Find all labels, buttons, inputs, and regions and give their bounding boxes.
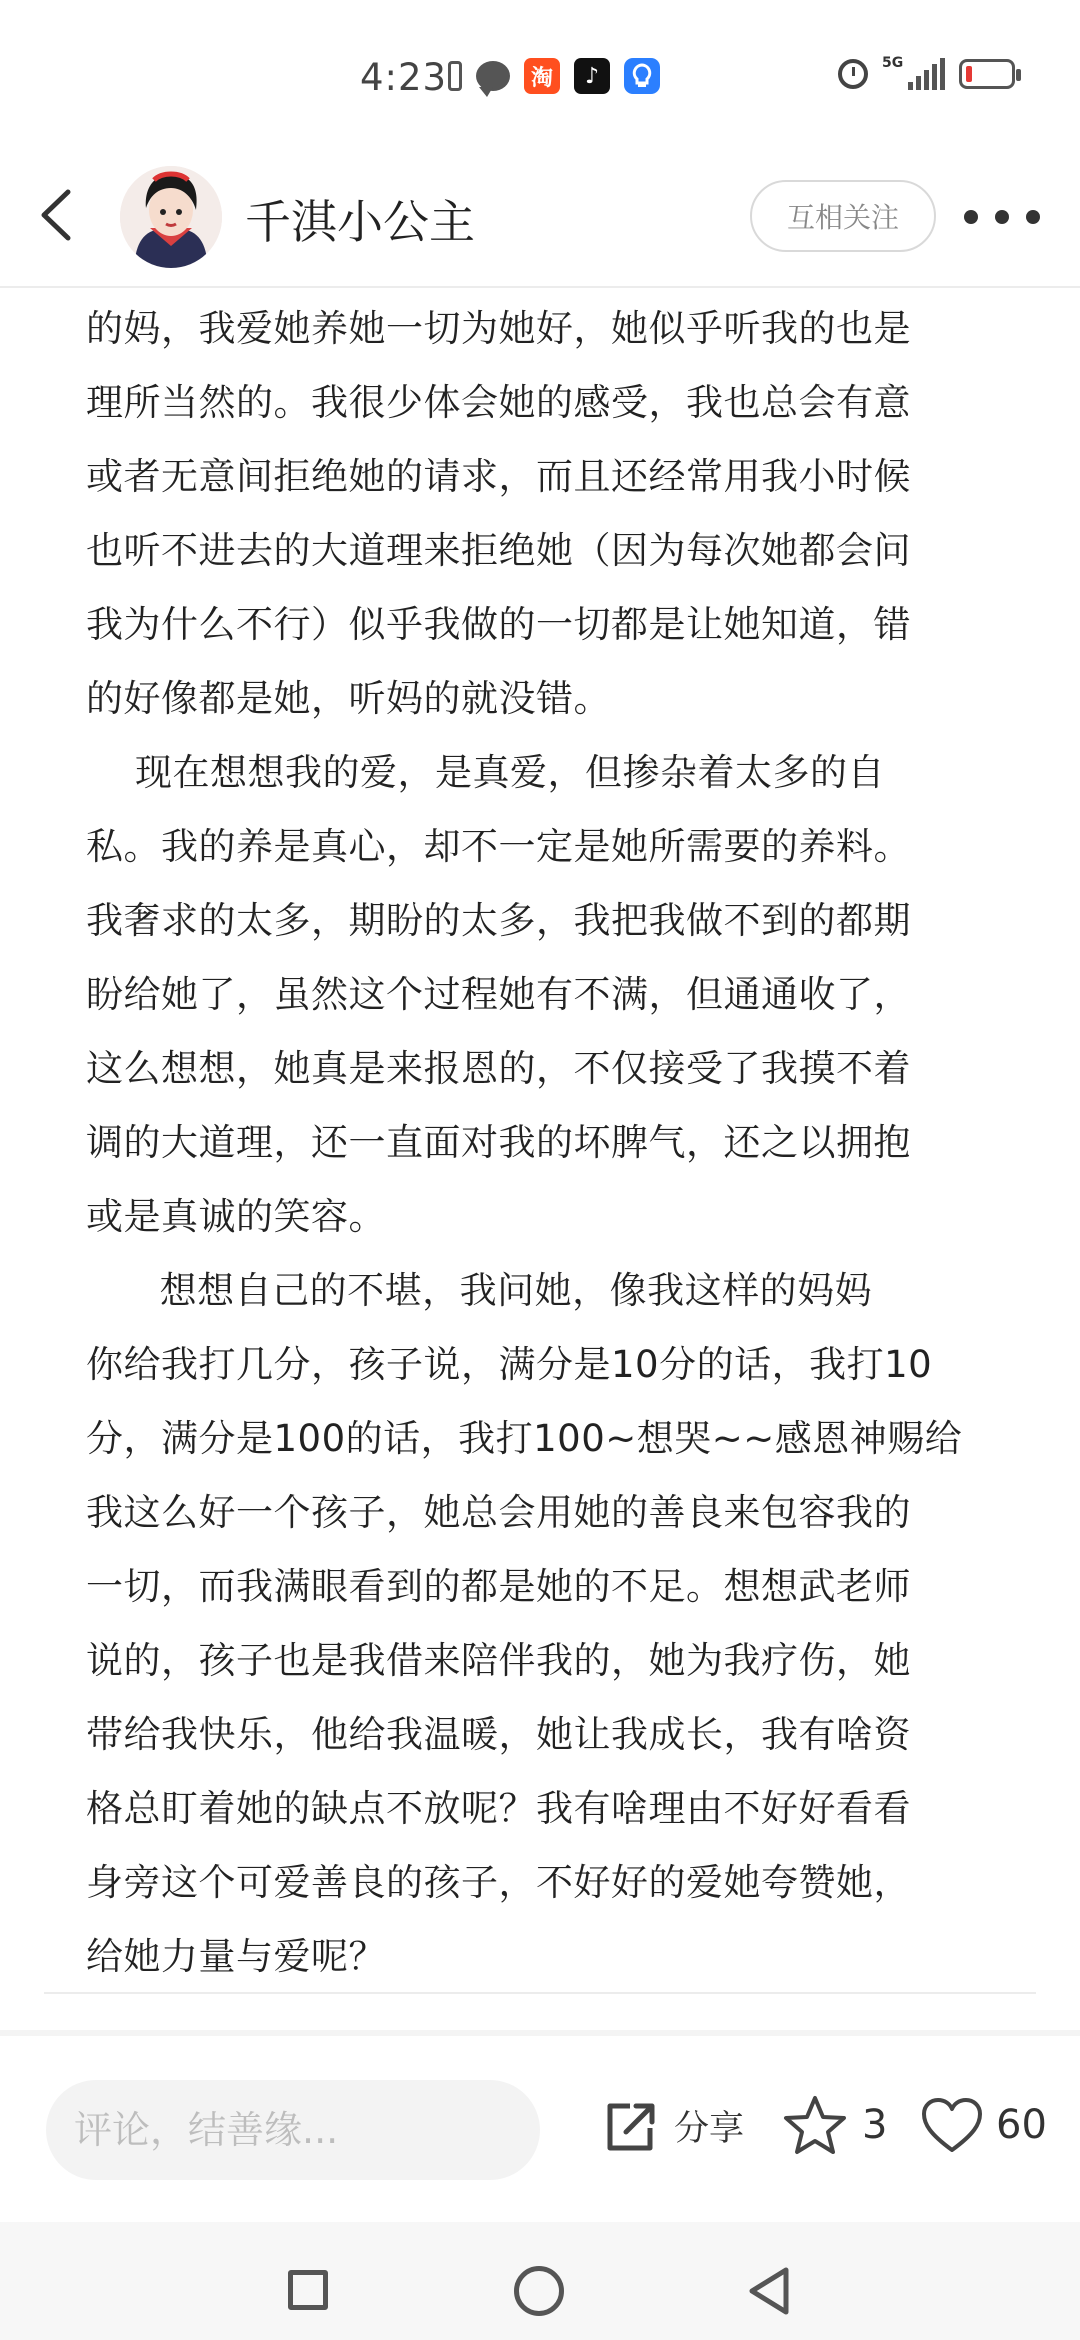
recent-apps-button[interactable] — [288, 2270, 328, 2310]
article-body — [86, 292, 1006, 1994]
status-right-icons — [838, 55, 1015, 90]
mutual-follow-button[interactable]: 互相关注 — [750, 180, 936, 252]
back-button[interactable] — [30, 182, 90, 248]
article-line: 也听不进去的大道理来拒绝她（因为每次她都会问 — [86, 529, 911, 572]
article-line: 给她力量与爱呢？ — [86, 1935, 386, 1978]
status-left-icons — [448, 58, 660, 94]
article-line: 现在想想我的爱，是真爱，但掺杂着太多的自 — [86, 751, 886, 794]
alarm-icon — [838, 59, 868, 89]
signal-icon — [882, 55, 945, 90]
share-icon — [604, 2098, 656, 2154]
more-dot-icon — [964, 210, 978, 224]
home-button[interactable] — [514, 2266, 564, 2316]
article-line: 这么想想，她真是来报恩的，不仅接受了我摸不着 — [86, 1047, 911, 1090]
section-separator — [0, 2030, 1080, 2036]
system-back-button[interactable] — [744, 2264, 794, 2318]
share-button[interactable] — [604, 2098, 744, 2154]
heart-icon — [920, 2096, 984, 2154]
like-count: 60 — [996, 2102, 1047, 2148]
article-line: 的好像都是她，听妈的就没错。 — [86, 677, 611, 720]
more-options-button[interactable] — [964, 202, 1040, 232]
article-line: 私。我的养是真心，却不一定是她所需要的养料。 — [86, 825, 911, 868]
article-line: 身旁这个可爱善良的孩子，不好好的爱她夸赞她， — [86, 1861, 911, 1904]
favorite-button[interactable] — [782, 2094, 887, 2156]
message-bubble-icon — [476, 61, 510, 91]
system-navigation-bar — [0, 2222, 1080, 2340]
article-line: 或是真诚的笑容。 — [86, 1195, 386, 1238]
chevron-left-icon — [30, 182, 90, 248]
article-line: 或者无意间拒绝她的请求，而且还经常用我小时候 — [86, 455, 911, 498]
bulb-app-icon — [624, 58, 660, 94]
article-line: 我这么好一个孩子，她总会用她的善良来包容我的 — [86, 1491, 911, 1534]
phone-icon — [448, 61, 462, 91]
star-icon — [782, 2094, 848, 2156]
article-line: 你给我打几分，孩子说，满分是10分的话，我打10 — [86, 1343, 933, 1386]
article-line: 理所当然的。我很少体会她的感受，我也总会有意 — [86, 381, 911, 424]
more-dot-icon — [1026, 210, 1040, 224]
status-bar — [0, 0, 1080, 150]
avatar-portrait-icon — [120, 166, 222, 268]
status-time: 4:23 — [360, 56, 448, 99]
network-label: 5G — [882, 55, 904, 71]
article-line: 的妈，我爱她养她一切为她好，她似乎听我的也是 — [86, 307, 911, 350]
avatar[interactable] — [120, 166, 222, 268]
article-line: 分，满分是100的话，我打100~想哭~~感恩神赐给 — [86, 1417, 963, 1460]
taobao-app-icon: 淘 — [524, 58, 560, 94]
article-line: 说的，孩子也是我借来陪伴我的，她为我疗伤，她 — [86, 1639, 911, 1682]
profile-header — [0, 150, 1080, 288]
battery-low-icon — [959, 59, 1015, 89]
more-dot-icon — [995, 210, 1009, 224]
tiktok-app-icon: ♪ — [574, 58, 610, 94]
article-line: 盼给她了，虽然这个过程她有不满，但通通收了， — [86, 973, 911, 1016]
article-line: 调的大道理，还一直面对我的坏脾气，还之以拥抱 — [86, 1121, 911, 1164]
comment-input[interactable] — [46, 2080, 540, 2180]
like-button[interactable] — [920, 2096, 1047, 2154]
article-line: 想想自己的不堪，我问她，像我这样的妈妈 — [86, 1269, 873, 1312]
article-line: 格总盯着她的缺点不放呢？我有啥理由不好好看看 — [86, 1787, 911, 1830]
favorite-count: 3 — [862, 2102, 888, 2148]
article-line: 我为什么不行）似乎我做的一切都是让她知道，错 — [86, 603, 911, 646]
share-label: 分享 — [674, 2109, 745, 2149]
username[interactable]: 千淇小公主 — [245, 195, 475, 249]
article-line: 带给我快乐，他给我温暖，她让我成长，我有啥资 — [86, 1713, 911, 1756]
article-line: 一切，而我满眼看到的都是她的不足。想想武老师 — [86, 1565, 911, 1608]
article-line: 我奢求的太多，期盼的太多，我把我做不到的都期 — [86, 899, 911, 942]
article-end-divider — [44, 1992, 1036, 1994]
